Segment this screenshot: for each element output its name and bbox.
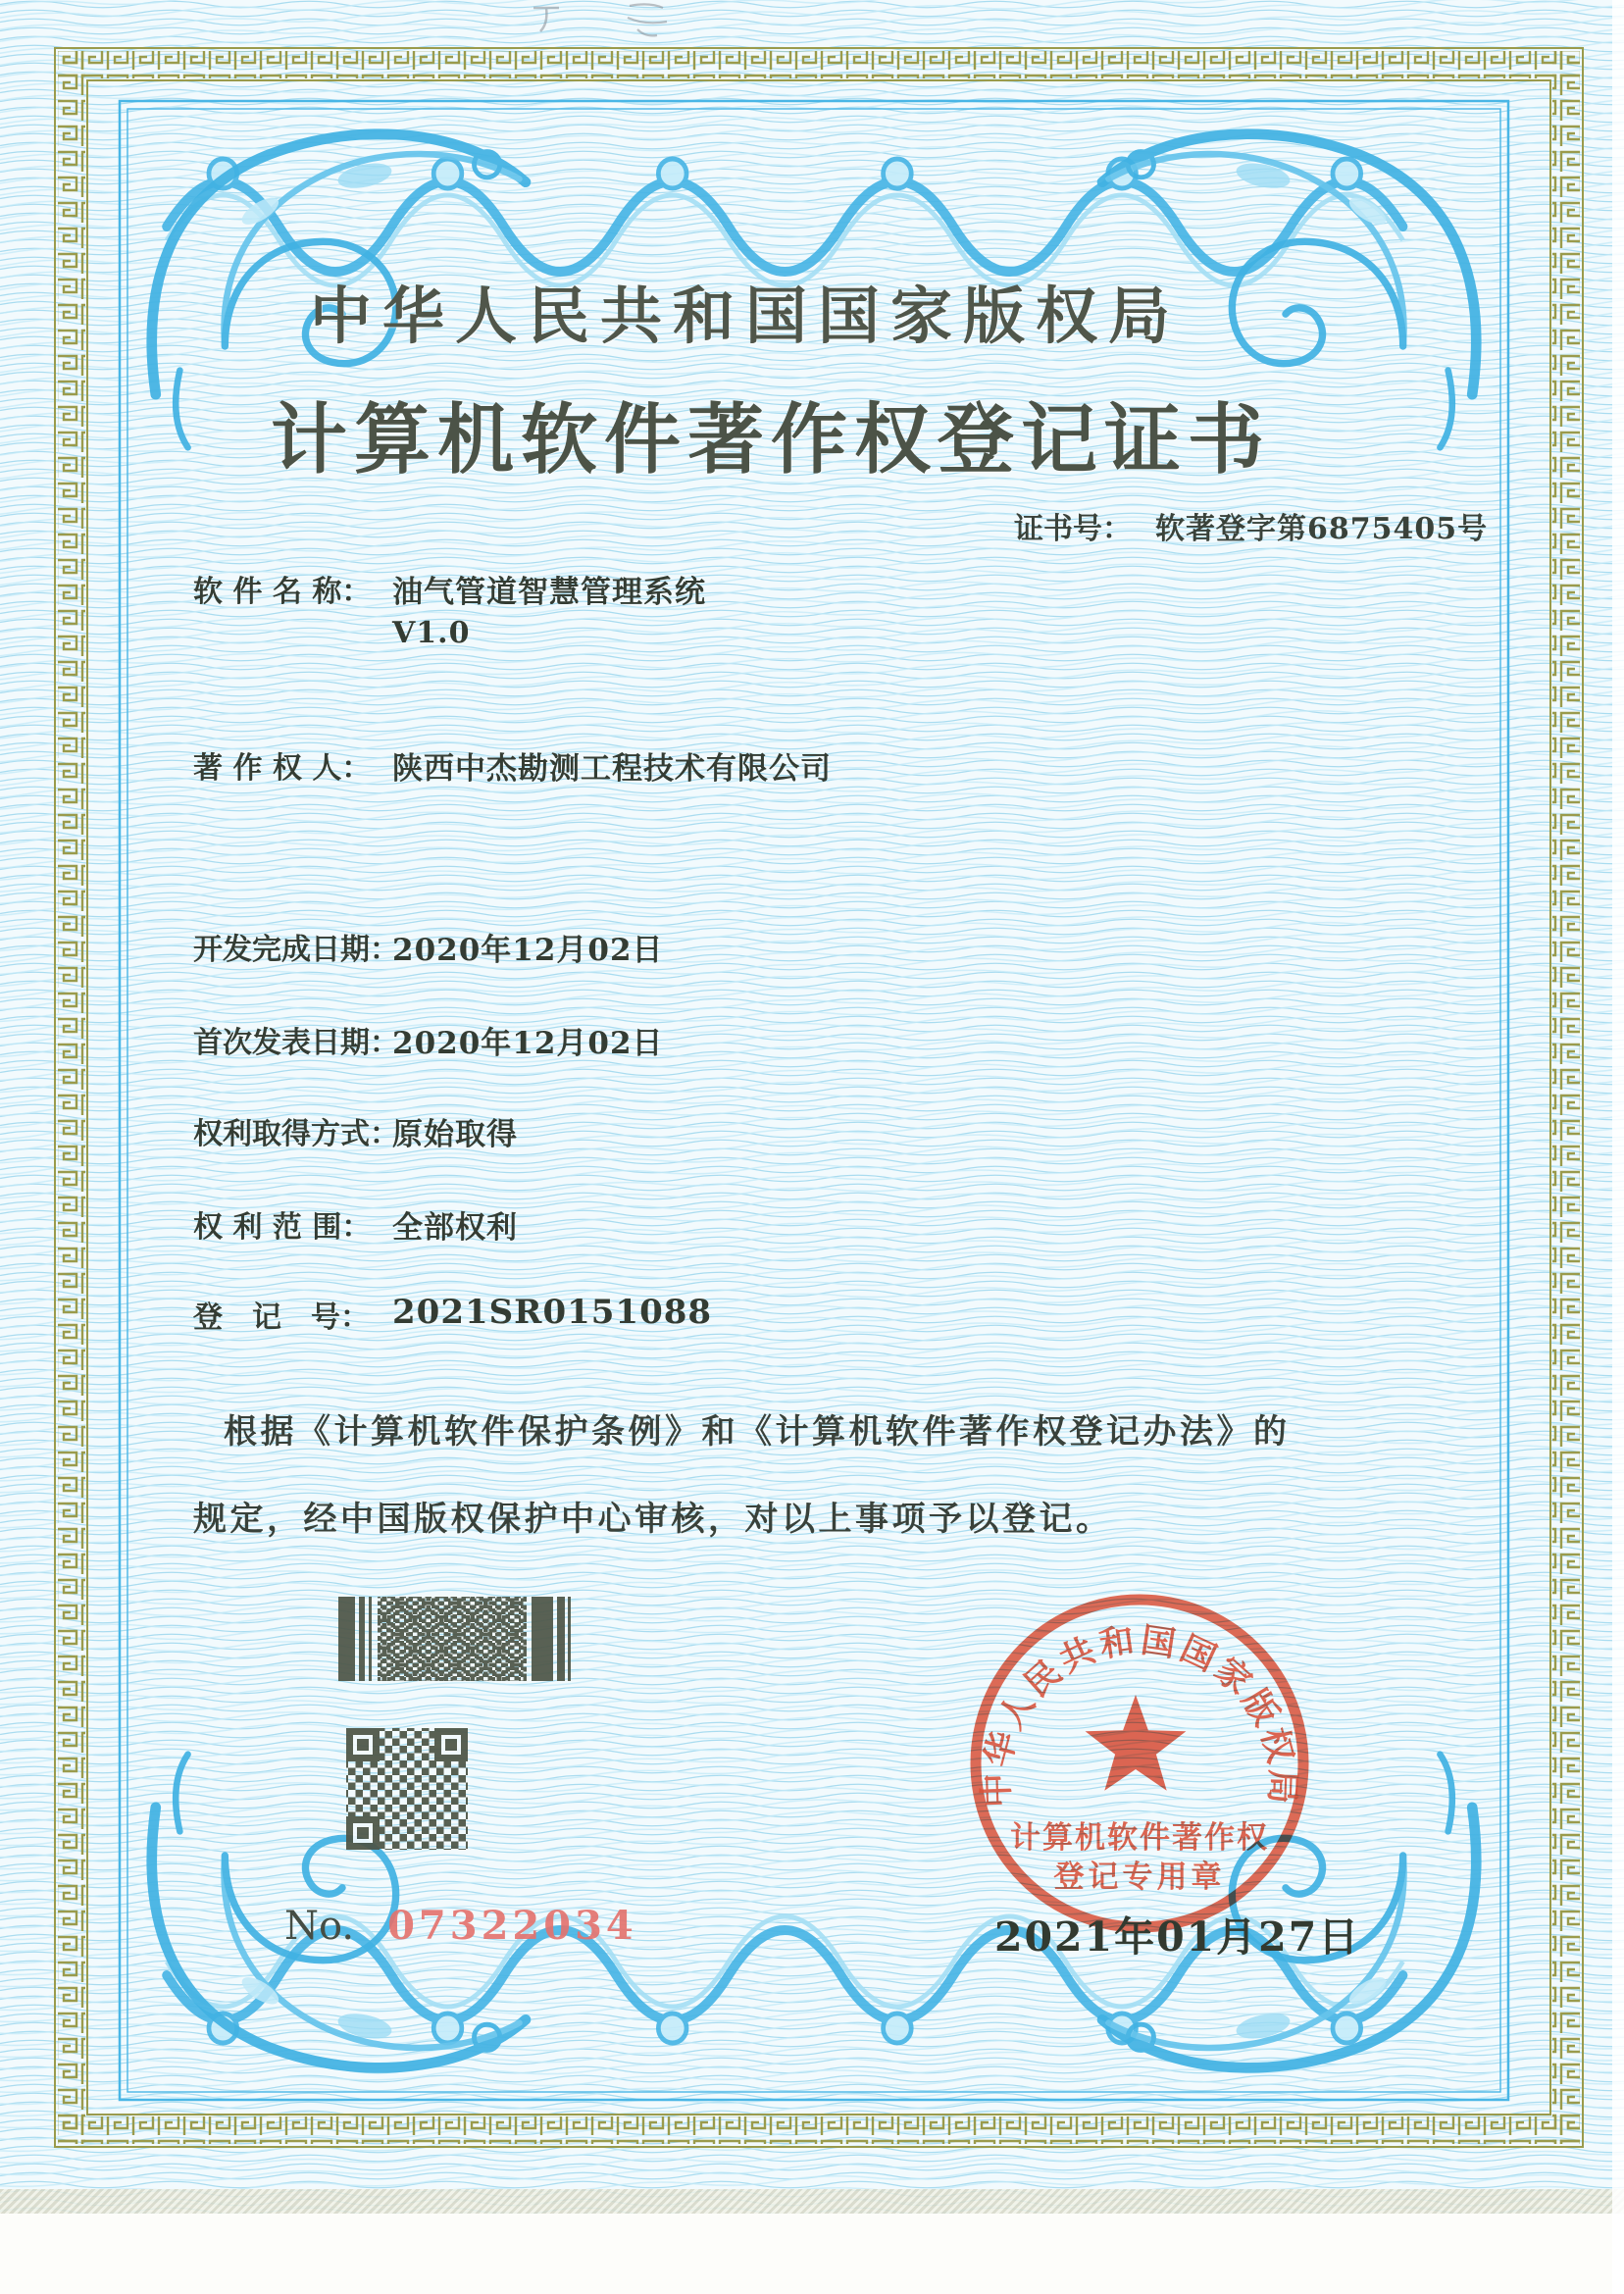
statement-line-1: 根据《计算机软件保护条例》和《计算机软件著作权登记办法》的	[224, 1412, 1291, 1452]
field-value-registration-number: 2021SR0151088	[392, 1293, 713, 1332]
field-label-software-name: 软 件 名 称：	[193, 575, 372, 609]
scan-edge-white	[0, 2214, 1624, 2294]
field-value-software-version: V1.0	[392, 616, 471, 650]
qr-finder-icon	[346, 1728, 380, 1761]
field-value-rights-scope: 全部权利	[392, 1210, 518, 1246]
field-label-registration-number: 登 记 号：	[193, 1300, 370, 1335]
seal-line-2: 登记专用章	[1053, 1860, 1226, 1895]
certificate-number-value: 软著登字第6875405号	[1155, 512, 1489, 546]
field-label-rights-scope: 权 利 范 围：	[193, 1210, 372, 1245]
official-seal	[953, 1575, 1326, 1948]
pencil-mark	[528, 0, 685, 39]
qr-finder-icon	[434, 1728, 468, 1761]
certificate-title: 计算机软件著作权登记证书	[271, 395, 1272, 484]
no-label: No.	[284, 1904, 355, 1949]
field-label-rights-acquisition-method: 权利取得方式：	[193, 1117, 399, 1151]
certificate-number-label: 证书号：	[1014, 512, 1132, 546]
seal-ring-text: 中华人民共和国国家版权局	[976, 1619, 1303, 1809]
scan-edge-texture	[0, 2189, 1624, 2215]
barcode-icon	[338, 1597, 571, 1681]
field-value-development-completion-date: 2020年12月02日	[392, 933, 664, 968]
serial-number-line	[284, 1903, 637, 1949]
field-label-first-publication-date: 首次发表日期：	[193, 1026, 399, 1060]
qr-finder-icon	[346, 1816, 380, 1850]
field-label-development-completion-date: 开发完成日期：	[193, 933, 399, 967]
serial-number: 07322034	[387, 1903, 637, 1949]
statement-line-2: 规定，经中国版权保护中心审核，对以上事项予以登记。	[193, 1500, 1113, 1539]
field-value-software-name: 油气管道智慧管理系统	[392, 575, 706, 610]
scan-edge-right	[1612, 0, 1624, 2294]
certificate-number-line	[1014, 504, 1488, 547]
field-label-copyright-owner: 著 作 权 人：	[193, 751, 372, 786]
seal-line-1: 计算机软件著作权	[1010, 1820, 1269, 1856]
qr-code-icon	[346, 1728, 468, 1850]
issue-date: 2021年01月27日	[994, 1913, 1361, 1961]
field-value-rights-acquisition-method: 原始取得	[392, 1117, 518, 1152]
authority-title: 中华人民共和国国家版权局	[310, 280, 1181, 352]
field-value-first-publication-date: 2020年12月02日	[392, 1026, 664, 1061]
field-value-copyright-owner: 陕西中杰勘测工程技术有限公司	[392, 751, 832, 787]
